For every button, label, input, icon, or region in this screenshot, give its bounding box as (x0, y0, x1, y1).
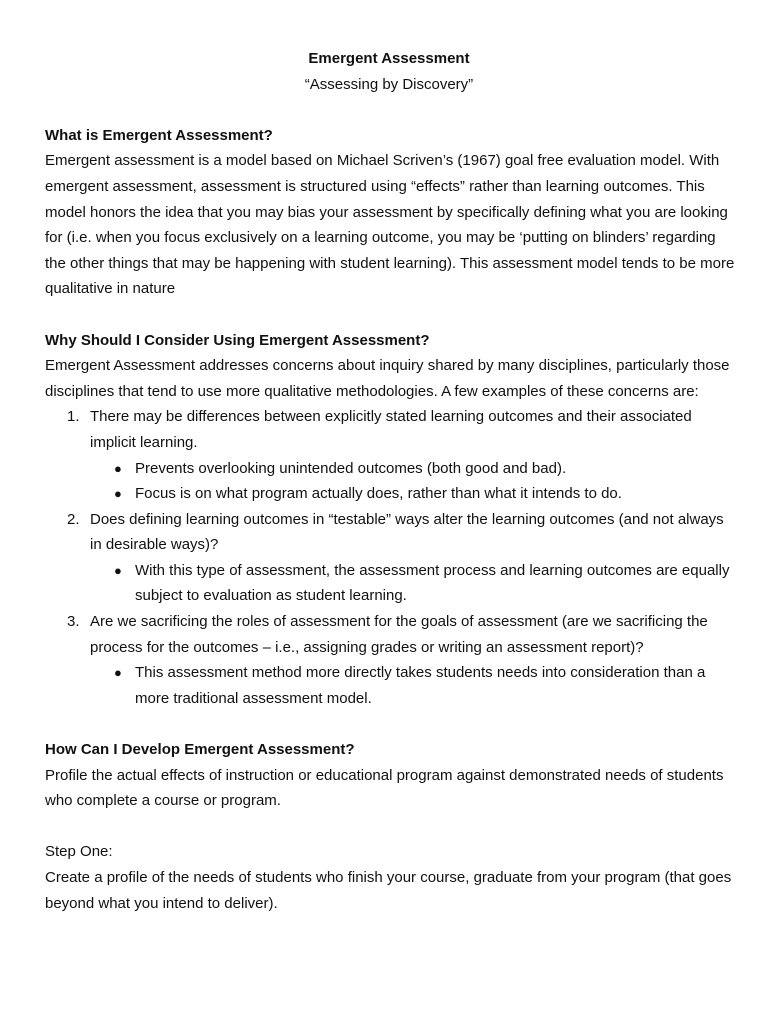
concerns-list (45, 404, 735, 711)
bullet-icon: ● (114, 460, 122, 476)
document-subtitle: “Assessing by Discovery” (304, 75, 474, 93)
section-heading-how-develop: How Can I Develop Emergent Assessment? (45, 741, 355, 759)
concern-number: 1. (67, 408, 80, 426)
concern-number: 3. (67, 613, 80, 631)
document-page (45, 46, 735, 916)
concern-sub-list (90, 456, 735, 507)
sub-list-item (90, 558, 735, 609)
section-intro-why-consider: Emergent Assessment addresses concerns about inquiry shared by many disciplines, particularly those disciplines that tend to use more qualitative methodologies. A few examples of these concerns are: (45, 357, 730, 400)
concern-item (45, 507, 735, 609)
bullet-icon: ● (114, 486, 122, 502)
document-title: Emergent Assessment (308, 50, 470, 67)
concern-text: Are we sacrificing the roles of assessment for the goals of assessment (are we sacrificing the process for the outcomes – i.e., assigning grades or writing an assessment report)? (90, 613, 708, 656)
section-heading-what-is: What is Emergent Assessment? (45, 126, 273, 144)
section-body-what-is: Emergent assessment is a model based on Michael Scriven’s (1967) goal free evaluation model. With emergent assessment, assessment is structured using “effects” rather than learning outcomes. This model honors the idea that you may bias your assessment by specifically defining what you are looking for (i.e. when you focus exclusively on a learning outcome, you may be ‘putting on blinders’ regarding the other things that may be happening with student learning). This assessment model tends to be more qualitative in nature (45, 152, 735, 298)
bullet-icon: ● (114, 665, 122, 681)
sub-item-text: Prevents overlooking unintended outcomes (both good and bad). (135, 459, 567, 477)
sub-list-item (90, 481, 735, 507)
concern-item (45, 609, 735, 711)
concern-item (45, 404, 735, 506)
sub-list-item (90, 660, 735, 711)
bullet-icon: ● (114, 562, 122, 578)
section-body-how-develop: Profile the actual effects of instruction or educational program against demonstrated needs of students who complete a course or program. (45, 766, 724, 810)
sub-item-text: Focus is on what program actually does, rather than what it intends to do. (135, 485, 622, 503)
concern-number: 2. (67, 510, 80, 528)
concern-sub-list (90, 558, 735, 609)
title-block (43, 46, 735, 97)
concern-sub-list (90, 660, 735, 711)
step-one-body: Create a profile of the needs of students who finish your course, graduate from your program (that goes beyond what you intend to deliver). (45, 869, 732, 912)
section-heading-why-consider: Why Should I Consider Using Emergent Assessment? (45, 331, 430, 349)
concern-text: Does defining learning outcomes in “testable” ways alter the learning outcomes (and not always in desirable ways)? (90, 510, 724, 554)
sub-item-text: This assessment method more directly takes students needs into consideration than a more traditional assessment model. (135, 664, 706, 707)
sub-item-text: With this type of assessment, the assessment process and learning outcomes are equally subject to evaluation as student learning. (135, 561, 730, 605)
sub-list-item (90, 456, 735, 482)
step-one-label: Step One: (45, 843, 113, 861)
concern-text: There may be differences between explicitly stated learning outcomes and their associated implicit learning. (90, 408, 692, 451)
